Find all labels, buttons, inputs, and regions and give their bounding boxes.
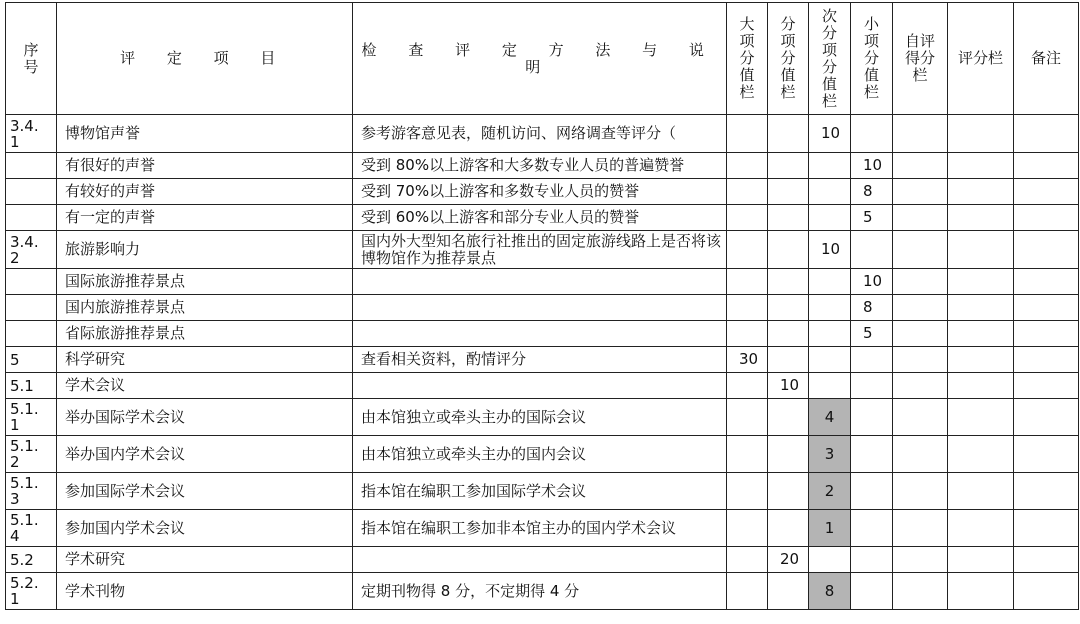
item-cell: 省际旅游推荐景点 <box>57 321 353 347</box>
major-score-cell <box>727 205 768 231</box>
sub-score-cell <box>768 231 809 269</box>
table-row <box>6 547 1079 573</box>
minor-sub-score-cell <box>809 269 851 295</box>
sub-score-cell <box>768 573 809 610</box>
minor-sub-score-cell: 10 <box>809 231 851 269</box>
self-score-cell <box>893 205 948 231</box>
small-score-cell <box>851 399 893 436</box>
sub-score-cell <box>768 473 809 510</box>
sub-score-cell: 10 <box>768 373 809 399</box>
small-score-cell <box>851 547 893 573</box>
header-note: 备注 <box>1014 3 1079 115</box>
seq-label: 5.1.4 <box>10 511 39 545</box>
table-row <box>6 510 1079 547</box>
note-cell <box>1014 373 1079 399</box>
self-score-cell <box>893 321 948 347</box>
item-cell: 举办国内学术会议 <box>57 436 353 473</box>
self-score-cell <box>893 179 948 205</box>
seq-label: 5.1 <box>10 376 34 395</box>
sub-score-cell <box>768 321 809 347</box>
note-cell <box>1014 205 1079 231</box>
method-cell <box>353 321 727 347</box>
major-score-cell <box>727 231 768 269</box>
seq-cell <box>6 473 57 510</box>
small-score-cell: 5 <box>851 321 893 347</box>
note-cell <box>1014 179 1079 205</box>
seq-cell <box>6 205 57 231</box>
minor-sub-score-cell: 1 <box>809 510 851 547</box>
table-row <box>6 179 1079 205</box>
small-score-cell <box>851 510 893 547</box>
eval-score-cell <box>948 399 1014 436</box>
item-cell: 学术刊物 <box>57 573 353 610</box>
seq-cell <box>6 179 57 205</box>
seq-cell <box>6 153 57 179</box>
sub-score-cell <box>768 436 809 473</box>
note-cell <box>1014 547 1079 573</box>
eval-score-cell <box>948 373 1014 399</box>
header-method: 检 查 评 定 方 法 与 说 明 <box>353 3 727 115</box>
small-score-cell <box>851 347 893 373</box>
sub-score-cell <box>768 179 809 205</box>
table-row <box>6 231 1079 269</box>
major-score-cell <box>727 321 768 347</box>
note-cell <box>1014 115 1079 153</box>
table-row <box>6 153 1079 179</box>
method-cell: 参考游客意见表，随机访问、网络调查等评分（ <box>353 115 727 153</box>
major-score-cell <box>727 510 768 547</box>
seq-cell <box>6 373 57 399</box>
seq-label: 5.1.1 <box>10 400 39 434</box>
header-minor-sub: 次分项分值栏 <box>809 3 851 115</box>
seq-cell <box>6 269 57 295</box>
table-row <box>6 436 1079 473</box>
small-score-cell <box>851 473 893 510</box>
eval-score-cell <box>948 436 1014 473</box>
major-score-cell <box>727 115 768 153</box>
small-score-cell: 10 <box>851 153 893 179</box>
minor-sub-score-cell: 8 <box>809 573 851 610</box>
seq-cell <box>6 347 57 373</box>
self-score-cell <box>893 295 948 321</box>
sub-score-cell <box>768 153 809 179</box>
minor-sub-score-cell <box>809 205 851 231</box>
note-cell <box>1014 321 1079 347</box>
eval-score-cell <box>948 205 1014 231</box>
minor-sub-score-cell: 3 <box>809 436 851 473</box>
self-score-cell <box>893 473 948 510</box>
item-cell: 学术研究 <box>57 547 353 573</box>
note-cell <box>1014 510 1079 547</box>
minor-sub-score-cell <box>809 321 851 347</box>
self-score-cell <box>893 510 948 547</box>
method-cell: 由本馆独立或牵头主办的国际会议 <box>353 399 727 436</box>
eval-score-cell <box>948 115 1014 153</box>
item-cell: 学术会议 <box>57 373 353 399</box>
method-cell: 受到 60%以上游客和部分专业人员的赞誉 <box>353 205 727 231</box>
seq-label: 5.1.3 <box>10 474 39 508</box>
major-score-cell <box>727 436 768 473</box>
sub-score-cell <box>768 510 809 547</box>
item-cell: 国际旅游推荐景点 <box>57 269 353 295</box>
method-cell: 定期刊物得 8 分，不定期得 4 分 <box>353 573 727 610</box>
seq-label: 3.4.2 <box>10 232 39 267</box>
eval-score-cell <box>948 269 1014 295</box>
seq-label: 5.2 <box>10 550 34 569</box>
table-row <box>6 347 1079 373</box>
small-score-cell <box>851 231 893 269</box>
item-cell: 有较好的声誉 <box>57 179 353 205</box>
eval-score-cell <box>948 295 1014 321</box>
item-cell: 举办国际学术会议 <box>57 399 353 436</box>
item-cell: 有很好的声誉 <box>57 153 353 179</box>
major-score-cell <box>727 153 768 179</box>
major-score-cell <box>727 373 768 399</box>
seq-label: 3.4.1 <box>10 116 39 151</box>
self-score-cell <box>893 373 948 399</box>
sub-score-cell <box>768 347 809 373</box>
sub-score-cell <box>768 399 809 436</box>
major-score-cell <box>727 269 768 295</box>
self-score-cell <box>893 547 948 573</box>
note-cell <box>1014 436 1079 473</box>
minor-sub-score-cell <box>809 373 851 399</box>
item-cell: 旅游影响力 <box>57 231 353 269</box>
major-score-cell <box>727 573 768 610</box>
eval-score-cell <box>948 179 1014 205</box>
eval-score-cell <box>948 510 1014 547</box>
small-score-cell: 10 <box>851 269 893 295</box>
eval-score-cell <box>948 573 1014 610</box>
major-score-cell <box>727 473 768 510</box>
table-row <box>6 295 1079 321</box>
note-cell <box>1014 573 1079 610</box>
small-score-cell <box>851 115 893 153</box>
seq-cell <box>6 436 57 473</box>
seq-cell <box>6 295 57 321</box>
self-score-cell <box>893 115 948 153</box>
small-score-cell <box>851 436 893 473</box>
header-self: 自评得分栏 <box>893 3 948 115</box>
small-score-cell <box>851 573 893 610</box>
item-cell: 博物馆声誉 <box>57 115 353 153</box>
method-cell <box>353 295 727 321</box>
item-cell: 有一定的声誉 <box>57 205 353 231</box>
method-cell <box>353 547 727 573</box>
minor-sub-score-cell <box>809 547 851 573</box>
table-row <box>6 473 1079 510</box>
seq-cell <box>6 510 57 547</box>
note-cell <box>1014 399 1079 436</box>
eval-score-cell <box>948 153 1014 179</box>
method-cell <box>353 269 727 295</box>
note-cell <box>1014 347 1079 373</box>
eval-score-cell <box>948 473 1014 510</box>
header-eval: 评分栏 <box>948 3 1014 115</box>
self-score-cell <box>893 269 948 295</box>
item-cell: 国内旅游推荐景点 <box>57 295 353 321</box>
minor-sub-score-cell: 2 <box>809 473 851 510</box>
major-score-cell <box>727 179 768 205</box>
self-score-cell <box>893 153 948 179</box>
item-cell: 参加国内学术会议 <box>57 510 353 547</box>
seq-cell <box>6 115 57 153</box>
small-score-cell <box>851 373 893 399</box>
note-cell <box>1014 473 1079 510</box>
method-cell: 由本馆独立或牵头主办的国内会议 <box>353 436 727 473</box>
note-cell <box>1014 295 1079 321</box>
item-cell: 科学研究 <box>57 347 353 373</box>
eval-score-cell <box>948 547 1014 573</box>
seq-cell <box>6 547 57 573</box>
small-score-cell: 8 <box>851 179 893 205</box>
eval-score-cell <box>948 321 1014 347</box>
major-score-cell <box>727 399 768 436</box>
major-score-cell <box>727 295 768 321</box>
sub-score-cell: 20 <box>768 547 809 573</box>
seq-cell <box>6 321 57 347</box>
table-row <box>6 205 1079 231</box>
method-cell: 指本馆在编职工参加非本馆主办的国内学术会议 <box>353 510 727 547</box>
small-score-cell: 5 <box>851 205 893 231</box>
self-score-cell <box>893 573 948 610</box>
header-major: 大项分值栏 <box>727 3 768 115</box>
minor-sub-score-cell: 10 <box>809 115 851 153</box>
self-score-cell <box>893 231 948 269</box>
evaluation-table-container <box>5 2 1079 610</box>
seq-label: 5.1.2 <box>10 437 39 471</box>
table-row <box>6 373 1079 399</box>
table-row <box>6 399 1079 436</box>
small-score-cell: 8 <box>851 295 893 321</box>
method-cell: 国内外大型知名旅行社推出的固定旅游线路上是否将该博物馆作为推荐景点 <box>353 231 727 269</box>
header-item: 评 定 项 目 <box>57 3 353 115</box>
eval-score-cell <box>948 347 1014 373</box>
seq-cell <box>6 399 57 436</box>
sub-score-cell <box>768 295 809 321</box>
self-score-cell <box>893 347 948 373</box>
self-score-cell <box>893 399 948 436</box>
note-cell <box>1014 231 1079 269</box>
header-seq: 序号 <box>6 3 57 115</box>
method-cell: 指本馆在编职工参加国际学术会议 <box>353 473 727 510</box>
major-score-cell <box>727 547 768 573</box>
table-row <box>6 115 1079 153</box>
table-row <box>6 573 1079 610</box>
seq-label: 5.2.1 <box>10 574 39 608</box>
item-cell: 参加国际学术会议 <box>57 473 353 510</box>
note-cell <box>1014 153 1079 179</box>
sub-score-cell <box>768 205 809 231</box>
minor-sub-score-cell <box>809 347 851 373</box>
seq-cell <box>6 573 57 610</box>
sub-score-cell <box>768 269 809 295</box>
major-score-cell: 30 <box>727 347 768 373</box>
header-row <box>6 3 1079 115</box>
method-cell: 受到 80%以上游客和大多数专业人员的普遍赞誉 <box>353 153 727 179</box>
seq-label: 5 <box>10 350 20 369</box>
eval-score-cell <box>948 231 1014 269</box>
note-cell <box>1014 269 1079 295</box>
seq-cell <box>6 231 57 269</box>
evaluation-table <box>5 2 1079 610</box>
self-score-cell <box>893 436 948 473</box>
table-row <box>6 321 1079 347</box>
header-sub: 分项分值栏 <box>768 3 809 115</box>
method-cell: 查看相关资料，酌情评分 <box>353 347 727 373</box>
minor-sub-score-cell: 4 <box>809 399 851 436</box>
table-row <box>6 269 1079 295</box>
method-cell <box>353 373 727 399</box>
minor-sub-score-cell <box>809 295 851 321</box>
minor-sub-score-cell <box>809 179 851 205</box>
minor-sub-score-cell <box>809 153 851 179</box>
table-body <box>6 115 1079 610</box>
header-small: 小项分值栏 <box>851 3 893 115</box>
sub-score-cell <box>768 115 809 153</box>
method-cell: 受到 70%以上游客和多数专业人员的赞誉 <box>353 179 727 205</box>
